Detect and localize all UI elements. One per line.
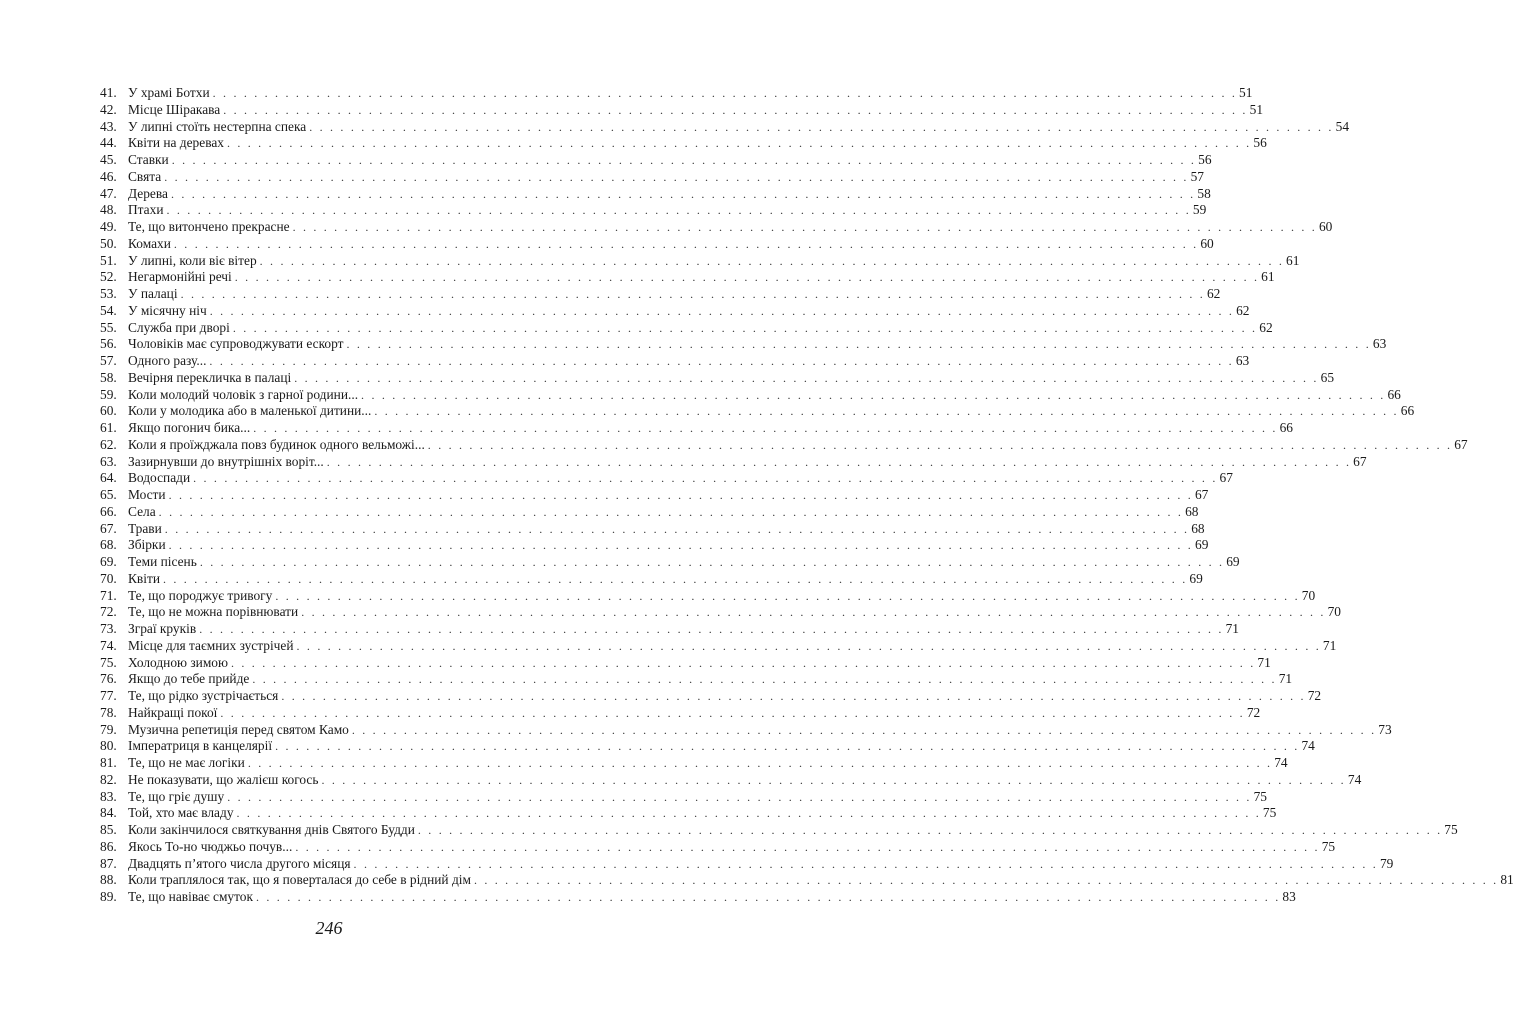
toc-dot-leader [301,604,1325,621]
toc-entry-title: Те, що витончено прекрасне [128,219,290,234]
toc-entry-title: Птахи [128,202,164,218]
page-number: 246 [315,918,343,938]
toc-entry-page: 67 [1194,487,1209,502]
toc-entry-number: 58. [100,369,117,385]
toc-entry-number: 73. [100,621,117,636]
toc-entry-number: 42. [100,101,117,117]
toc-entry-number: 60. [100,403,117,419]
toc-entry-page: 67 [1353,453,1367,469]
toc-entry-number: 49. [100,219,117,234]
toc-dot-leader [237,805,1261,822]
toc-dot-leader [474,872,1498,889]
toc-dot-leader [169,487,1193,504]
toc-dot-leader [275,588,1299,605]
toc-entry [100,554,1240,571]
toc-entry [100,889,1296,906]
toc-entry [100,654,1271,672]
toc-entry [100,235,1214,253]
toc-entry-title: Місце Шіракава [128,101,221,117]
toc-entry-number: 57. [100,353,117,368]
toc-entry-title: Те, що рідко зустрічається [128,688,279,703]
toc-entry [100,420,1293,437]
toc-entry-page: 74 [1301,738,1315,754]
toc-entry-number: 64. [100,470,117,486]
toc-dot-leader [165,521,1189,538]
toc-dot-leader [295,839,1319,856]
toc-entry-page: 79 [1379,855,1394,871]
toc-dot-leader [253,420,1277,437]
toc-entry [100,587,1316,605]
toc-entry [100,503,1199,521]
toc-entry-title: Чоловіків має супроводжувати ескорт [128,336,344,352]
toc-entry-number: 54. [100,302,117,318]
toc-entry-page: 75 [1444,822,1458,837]
toc-entry-number: 88. [100,872,117,888]
toc-entry-number: 84. [100,805,117,821]
toc-dot-leader [163,571,1187,588]
toc-entry-number: 52. [100,269,117,285]
toc-entry-number: 83. [100,788,117,804]
toc-entry [100,336,1387,353]
toc-dot-leader [275,738,1299,755]
toc-entry-title: У храмі Ботхи [128,85,210,100]
toc-dot-leader [164,169,1188,186]
toc-entry-page: 74 [1274,755,1288,770]
toc-entry-page: 75 [1253,788,1267,804]
toc-dot-leader [209,353,1233,370]
toc-entry-page: 56 [1253,135,1267,151]
toc-entry-title: Двадцять п’ятого числа другого місяця [128,855,351,871]
toc-entry-page: 57 [1190,168,1204,184]
toc-dot-leader [321,772,1345,789]
toc-entry-page: 67 [1219,470,1233,486]
toc-entry-title: Те, що не можна порівнювати [128,604,299,620]
toc-entry-number: 66. [100,503,117,519]
toc-entry-page: 75 [1262,805,1277,821]
toc-dot-leader [352,722,1376,739]
toc-entry-number: 87. [100,855,117,871]
toc-entry-page: 51 [1249,101,1264,117]
toc-entry-number: 81. [100,755,117,770]
toc-entry-title: У палаці [128,286,178,301]
toc-entry-page: 81 [1500,872,1514,888]
toc-entry-title: Те, що породжує тривогу [128,587,273,603]
toc-dot-leader [181,286,1205,303]
toc-entry [100,269,1275,286]
toc-entry [100,570,1203,588]
toc-entry-page: 73 [1378,721,1392,737]
toc-entry-number: 85. [100,822,117,837]
toc-dot-leader [193,470,1217,487]
toc-entry-title: Коли закінчилося святкування днів Святого Будди [128,822,415,837]
toc-entry-number: 67. [100,520,117,536]
toc-entry [100,755,1288,772]
toc-entry-title: Мости [128,487,166,502]
toc-entry-number: 50. [100,235,117,251]
toc-entry [100,135,1267,152]
toc-entry [100,286,1221,303]
toc-entry-title: Не показувати, що жалієш когось [128,771,319,787]
toc-dot-leader [171,186,1195,203]
toc-entry [100,788,1267,806]
toc-entry [100,369,1335,387]
toc-entry [100,621,1239,638]
toc-entry-number: 70. [100,570,117,586]
toc-entry [100,721,1392,739]
toc-entry [100,185,1211,203]
toc-entry-title: Якщо до тебе прийде [128,671,250,687]
toc-dot-leader [213,85,1237,102]
toc-entry [100,805,1277,822]
toc-dot-leader [361,387,1385,404]
toc-entry [100,403,1415,420]
toc-entry-title: Місце для таємних зустрічей [128,637,294,653]
toc-entry [100,487,1209,504]
toc-entry-page: 60 [1318,219,1333,234]
toc-entry [100,85,1253,102]
toc-entry-title: У липні стоїть нестерпна спека [128,118,307,134]
toc-entry-page: 58 [1197,185,1211,201]
toc-entry-number: 59. [100,386,117,402]
toc-entry-title: Коли траплялося так, що я поверталася до себе в рідний дім [128,872,471,888]
toc-dot-leader [210,303,1234,320]
toc-dot-leader [256,889,1280,906]
toc-dot-leader [374,403,1398,420]
toc-entry-title: Зграї круків [128,621,197,636]
toc-entry-title: Те, що навіває смуток [128,889,253,904]
toc-entry-title: Негармонійні речі [128,269,232,285]
toc-entry [100,604,1341,621]
toc-entry [100,688,1322,705]
toc-entry-title: Дерева [128,185,168,201]
toc-entry [100,855,1394,873]
toc-entry-title: Одного разу... [128,353,207,368]
toc-dot-leader [199,621,1223,638]
toc-entry [100,872,1514,889]
toc-entry-page: 83 [1282,889,1296,904]
toc-dot-leader [227,135,1251,152]
toc-entry-page: 71 [1225,621,1239,636]
toc-dot-leader [327,454,1351,471]
toc-entry-number: 62. [100,436,117,452]
table-of-contents [100,85,1514,906]
toc-entry-page: 51 [1239,85,1253,100]
toc-entry-title: Коли молодий чоловік з гарної родини... [128,386,359,402]
toc-entry-page: 69 [1195,537,1209,553]
toc-entry-title: Найкращі покої [128,704,218,720]
toc-dot-leader [309,119,1333,136]
toc-entry-page: 69 [1189,570,1203,586]
toc-entry-page: 72 [1307,688,1322,703]
toc-entry [100,838,1336,856]
toc-entry [100,470,1233,487]
toc-entry-page: 62 [1236,302,1250,318]
toc-dot-leader [428,437,1452,454]
toc-entry-number: 72. [100,604,117,620]
toc-entry-title: Зазирнувши до внутрішніх воріт... [128,453,324,469]
toc-entry-page: 74 [1347,771,1362,787]
toc-entry-number: 89. [100,889,117,904]
toc-entry [100,219,1333,236]
toc-entry-title: Холодною зимою [128,654,228,670]
toc-entry-page: 60 [1200,235,1214,251]
toc-entry-title: У липні, коли віє вітер [128,252,257,268]
toc-dot-leader [248,755,1272,772]
toc-entry-title: Свята [128,168,162,184]
toc-dot-leader [220,705,1244,722]
toc-dot-leader [167,202,1191,219]
toc-entry-page: 70 [1301,587,1316,603]
toc-entry-title: Те, що гріє душу [128,788,225,804]
toc-entry-title: Служба при дворі [128,319,230,335]
toc-entry-page: 72 [1246,704,1261,720]
toc-entry-number: 44. [100,135,117,151]
toc-entry-number: 76. [100,671,117,687]
toc-entry-title: Вечірня перекличка в палаці [128,369,292,385]
toc-entry-title: Комахи [128,235,171,251]
toc-entry-title: Села [128,503,156,519]
toc-entry-number: 86. [100,838,117,854]
toc-entry-number: 56. [100,336,117,352]
toc-entry-number: 41. [100,85,117,100]
toc-entry-page: 59 [1192,202,1207,218]
toc-entry-number: 78. [100,704,117,720]
toc-entry-page: 62 [1206,286,1221,301]
toc-entry [100,671,1293,688]
toc-entry [100,537,1209,554]
toc-entry [100,118,1350,136]
toc-entry-page: 54 [1335,118,1350,134]
toc-entry-title: Коли у молодика або в маленької дитини... [128,403,372,419]
toc-dot-leader [294,370,1318,387]
toc-entry [100,704,1261,722]
toc-dot-leader [233,320,1257,337]
toc-dot-leader [231,655,1255,672]
toc-entry [100,771,1362,789]
toc-entry-number: 47. [100,185,117,201]
toc-entry-number: 63. [100,453,117,469]
toc-dot-leader [297,638,1321,655]
toc-entry-page: 65 [1320,369,1335,385]
toc-entry [100,202,1207,219]
toc-entry-title: Те, що не має логіки [128,755,245,770]
toc-entry-page: 61 [1286,252,1300,268]
toc-entry-title: Музична репетиція перед святом Камо [128,721,349,737]
toc-entry-number: 61. [100,420,117,435]
toc-entry [100,637,1337,655]
toc-entry-page: 63 [1235,353,1250,368]
toc-dot-leader [223,102,1247,119]
toc-entry-title: Теми пісень [128,554,197,569]
toc-entry-title: Водоспади [128,470,191,486]
toc-entry-number: 71. [100,587,117,603]
toc-entry [100,302,1250,320]
toc-entry-title: Той, хто має владу [128,805,234,821]
toc-entry-page: 70 [1327,604,1341,620]
toc-entry [100,168,1204,186]
toc-entry-number: 77. [100,688,117,703]
toc-dot-leader [172,152,1196,169]
toc-entry-title: Трави [128,520,162,536]
toc-entry [100,252,1300,270]
toc-entry-page: 66 [1400,403,1415,419]
toc-entry [100,152,1212,169]
toc-dot-leader [169,537,1193,554]
toc-dot-leader [159,504,1183,521]
toc-entry-page: 67 [1454,436,1468,452]
toc-entry-page: 68 [1185,503,1199,519]
toc-entry-number: 68. [100,537,117,553]
toc-dot-leader [418,822,1442,839]
toc-dot-leader [200,554,1224,571]
toc-dot-leader [227,789,1251,806]
toc-entry-number: 79. [100,721,117,737]
toc-entry-number: 65. [100,487,117,502]
toc-entry-number: 48. [100,202,117,218]
toc-dot-leader [235,269,1259,286]
toc-entry [100,520,1205,538]
toc-entry-number: 69. [100,554,117,569]
toc-dot-leader [347,336,1371,353]
toc-entry-page: 63 [1372,336,1387,352]
toc-entry [100,453,1367,471]
toc-entry-title: Імператриця в канцелярії [128,738,273,754]
toc-dot-leader [252,671,1276,688]
toc-entry-number: 51. [100,252,117,268]
toc-entry-number: 80. [100,738,117,754]
toc-dot-leader [174,236,1198,253]
toc-entry-title: Збірки [128,537,166,553]
toc-dot-leader [281,688,1305,705]
toc-entry-page: 71 [1257,654,1271,670]
toc-entry-page: 56 [1198,152,1212,167]
toc-entry-title: Якось То-но чюджьо почув... [128,838,293,854]
toc-entry-number: 45. [100,152,117,167]
toc-entry [100,436,1468,454]
toc-entry-page: 71 [1322,637,1337,653]
toc-entry-page: 66 [1279,420,1293,435]
toc-entry-title: Квіти [128,570,160,586]
toc-entry-number: 82. [100,771,117,787]
toc-entry-page: 62 [1259,319,1273,335]
toc-entry [100,101,1264,119]
toc-dot-leader [293,219,1317,236]
toc-dot-leader [354,856,1378,873]
toc-entry [100,738,1315,755]
toc-entry-number: 75. [100,654,117,670]
toc-entry-page: 71 [1278,671,1293,687]
toc-entry-title: У місячну ніч [128,302,207,318]
toc-entry-title: Квіти на деревах [128,135,224,151]
toc-entry-page: 68 [1191,520,1205,536]
toc-entry-number: 74. [100,637,117,653]
toc-entry-title: Коли я проїжджала повз будинок одного вельможі... [128,436,425,452]
toc-entry-page: 66 [1387,386,1401,402]
toc-entry [100,822,1458,839]
toc-entry-title: Ставки [128,152,169,167]
toc-entry-number: 55. [100,319,117,335]
toc-entry-number: 53. [100,286,117,301]
toc-dot-leader [260,253,1284,270]
toc-entry-page: 61 [1261,269,1275,285]
toc-entry [100,386,1401,404]
toc-entry-number: 43. [100,118,117,134]
toc-entry-title: Якщо погонич бика... [128,420,251,435]
toc-entry-page: 75 [1321,838,1336,854]
toc-entry-page: 69 [1226,554,1240,569]
toc-entry [100,353,1250,370]
toc-entry-number: 46. [100,168,117,184]
toc-entry [100,319,1273,337]
